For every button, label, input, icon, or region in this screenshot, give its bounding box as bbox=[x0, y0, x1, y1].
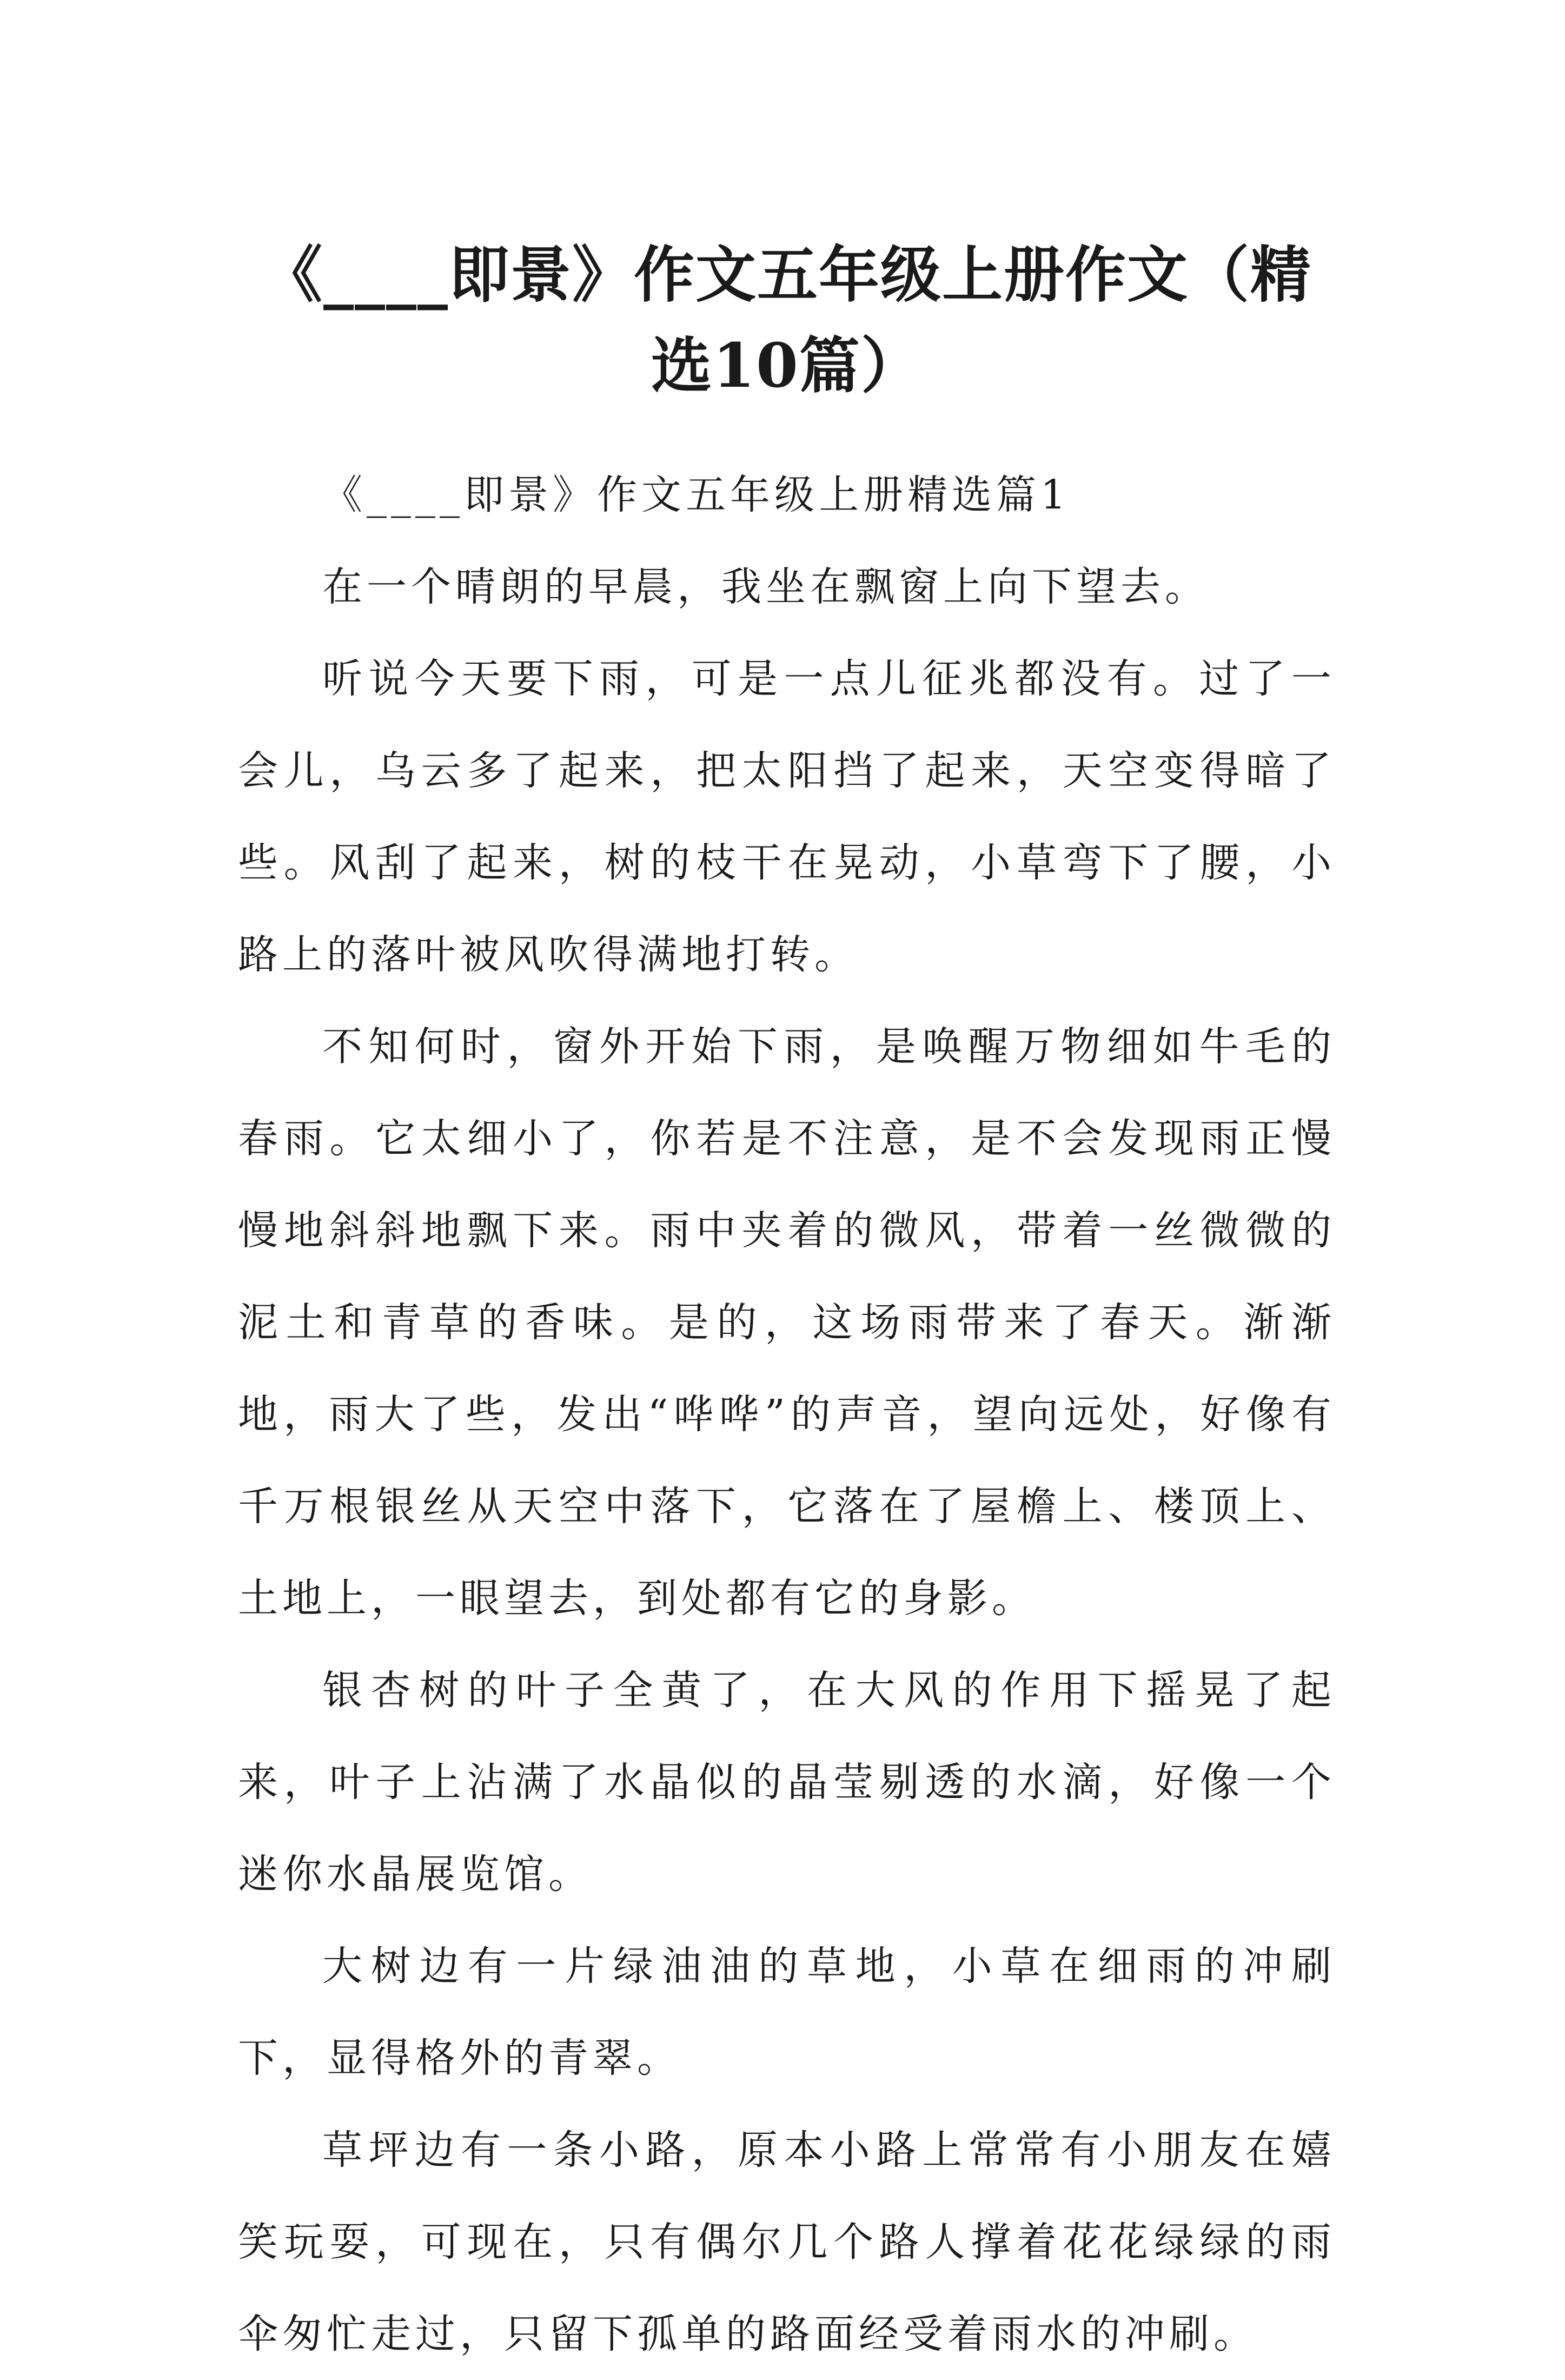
paragraph: 草坪边有一条小路，原本小路上常常有小朋友在嬉笑玩耍，可现在，只有偶尔几个路人撑着花花绿绿的雨伞匆忙走过，只留下孤单的路面经受着雨水的冲刷。 bbox=[238, 2127, 1336, 2357]
paragraph: 大树边有一片绿油油的草地，小草在细雨的冲刷下，显得格外的青翠。 bbox=[238, 1943, 1336, 2081]
document-title: 《____即景》作文五年级上册作文（精选10篇） bbox=[262, 240, 1312, 402]
section-heading: 《____即景》作文五年级上册精选篇1 bbox=[322, 472, 1071, 518]
paragraph: 银杏树的叶子全黄了，在大风的作用下摇晃了起来，叶子上沾满了水晶似的晶莹剔透的水滴，好像一个迷你水晶展览馆。 bbox=[238, 1667, 1336, 1898]
paragraph: 在一个晴朗的早晨，我坐在飘窗上向下望去。 bbox=[322, 564, 1209, 610]
paragraph: 听说今天要下雨，可是一点儿征兆都没有。过了一会儿，乌云多了起来，把太阳挡了起来，天空变得暗了些。风刮了起来，树的枝干在晃动，小草弯下了腰，小路上的落叶被风吹得满地打转。 bbox=[238, 656, 1336, 978]
document-body bbox=[238, 449, 1336, 2380]
paragraph: 不知何时，窗外开始下雨，是唤醒万物细如牛毛的春雨。它太细小了，你若是不注意，是不会发现雨正慢慢地斜斜地飘下来。雨中夹着的微风，带着一丝微微的泥土和青草的香味。是的，这场雨带来了春天。渐渐地，雨大了些，发出“哗哗”的声音，望向远处，好像有千万根银丝从天空中落下，它落在了屋檐上、楼顶上、土地上，一眼望去，到处都有它的身影。 bbox=[238, 1023, 1336, 1622]
